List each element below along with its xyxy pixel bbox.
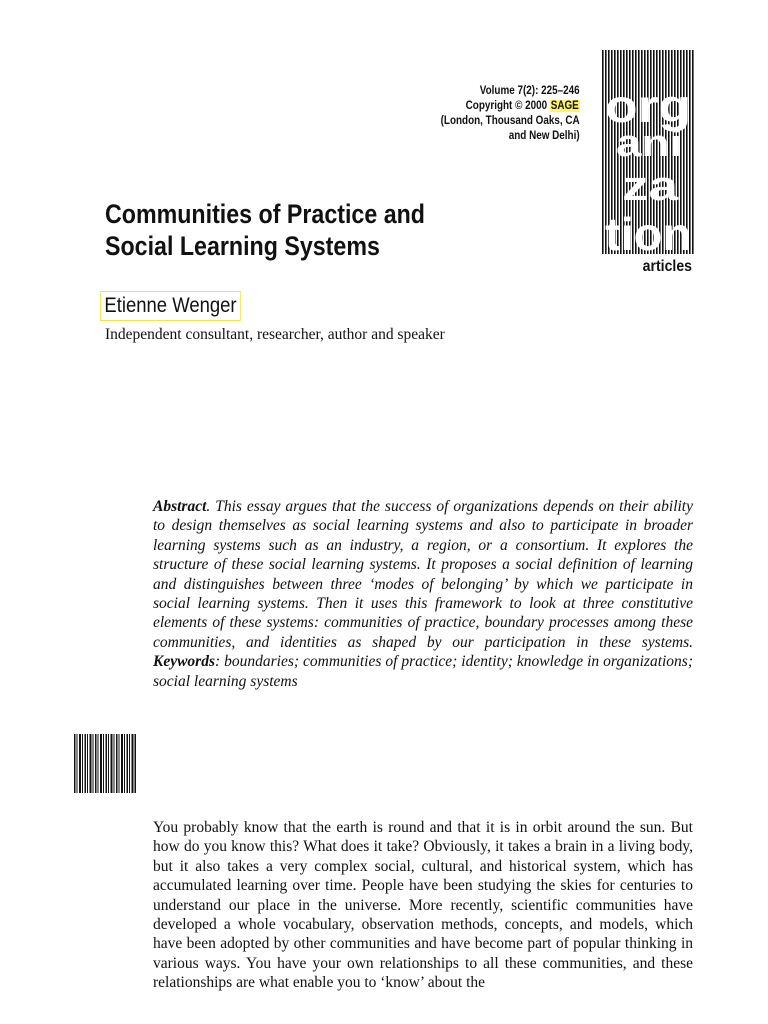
keywords-text: : boundaries; communities of practice; identity; knowledge in organizations; social learning systems — [153, 653, 693, 690]
author-name[interactable]: Etienne Wenger — [100, 291, 241, 321]
abstract-label: Abstract — [153, 498, 207, 515]
section-label: articles — [642, 258, 692, 275]
location-line-1: (London, Thousand Oaks, CA — [440, 115, 580, 127]
title-line-2: Social Learning Systems — [105, 231, 380, 261]
barcode-icon — [74, 734, 136, 793]
location-line-2: and New Delhi) — [509, 130, 580, 142]
author-affiliation: Independent consultant, researcher, author and speaker — [105, 326, 445, 343]
title-line-1: Communities of Practice and — [105, 199, 426, 229]
body-paragraph: You probably know that the earth is round and that it is in orbit around the sun. But how do you know this? What does it take? Obviously, it takes a brain in a living body, but it also takes a very complex social, cultural, and historical system, which has accumulated learning over time. People have been studying the skies for centuries to understand our place in the universe. More recently, scientific communities have developed a whole vocabulary, observation methods, concepts, and models, which have been adopted by other communities and have become part of popular thinking in various ways. You have your own relationships to all these communities, and these relationships are what enable you to ‘know’ about the — [153, 819, 693, 992]
journal-logo — [602, 50, 694, 254]
volume-line: Volume 7(2): 225–246 — [480, 85, 580, 97]
abstract — [153, 497, 693, 691]
copyright-line — [441, 99, 580, 114]
abstract-text: . This essay argues that the success of organizations depends on their ability to design themselves as social learning systems and also to participate in broader learning systems such as an industry, a region, or a consortium. It explores the structure of these social learning systems. It proposes a social definition of learning and distinguishes between three ‘modes of belonging’ by which we participate in social learning systems. Then it uses this framework to look at three constitutive elements of these systems: communities of practice, boundary processes among these communities, and identities as shaped by our participation in these systems. — [153, 498, 693, 651]
copyright-text: Copyright © 2000 — [466, 100, 551, 112]
article-title — [105, 198, 501, 262]
keywords-label: Keywords — [153, 653, 215, 671]
citation-block — [441, 84, 580, 144]
publisher-name: SAGE — [551, 100, 580, 112]
